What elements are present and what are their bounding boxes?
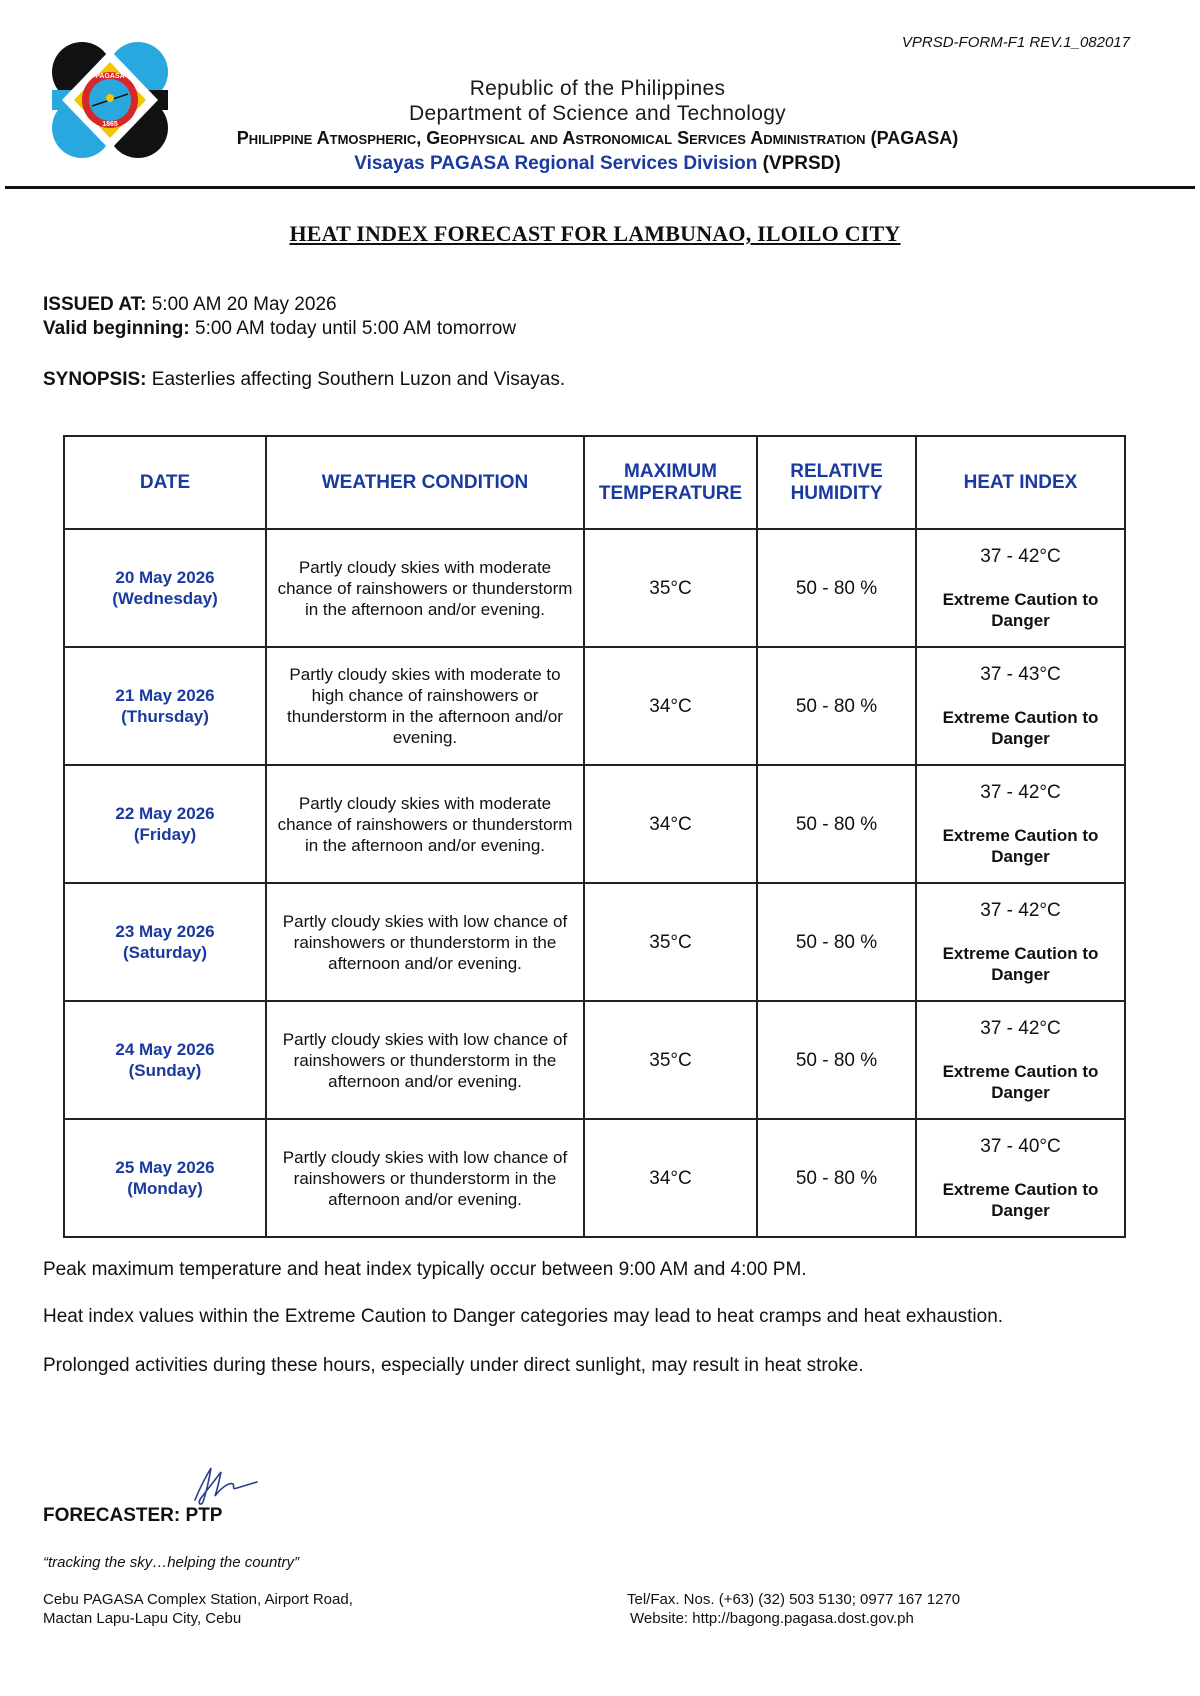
table-row	[64, 883, 1125, 1001]
table-row	[64, 647, 1125, 765]
header-division	[160, 151, 1035, 176]
valid-label: Valid beginning:	[43, 318, 190, 339]
table-row	[64, 1001, 1125, 1119]
condition-cell: Partly cloudy skies with low chance of rainshowers or thunderstorm in the afternoon and/or evening.	[266, 1001, 584, 1119]
forecaster-signature	[185, 1460, 265, 1510]
header-heat-index: HEAT INDEX	[916, 436, 1125, 529]
note-peak-time: Peak maximum temperature and heat index typically occur between 9:00 AM and 4:00 PM.	[43, 1259, 807, 1280]
forecaster-label: FORECASTER:	[43, 1505, 181, 1526]
condition-cell: Partly cloudy skies with moderate chance of rainshowers or thunderstorm in the afternoon and/or evening.	[266, 765, 584, 883]
telephone: Tel/Fax. Nos. (+63) (32) 503 5130; 0977 167 1270	[627, 1591, 961, 1608]
heat-index-cell: 37 - 43°C Extreme Caution to Danger	[916, 647, 1125, 765]
date-cell: 23 May 2026 (Saturday)	[64, 883, 266, 1001]
valid-period	[43, 317, 516, 341]
table-header-row	[64, 436, 1125, 529]
footer-contact	[627, 1590, 960, 1628]
heat-index-cell: 37 - 42°C Extreme Caution to Danger	[916, 765, 1125, 883]
condition-cell: Partly cloudy skies with low chance of rainshowers or thunderstorm in the afternoon and/or evening.	[266, 883, 584, 1001]
valid-value: 5:00 AM today until 5:00 AM tomorrow	[195, 318, 517, 339]
note-heat-effects: Heat index values within the Extreme Caution to Danger categories may lead to heat cramps and heat exhaustion.	[43, 1306, 1004, 1327]
condition-cell: Partly cloudy skies with moderate to high chance of rainshowers or thunderstorm in the afternoon and/or evening.	[266, 647, 584, 765]
forecast-table	[63, 435, 1126, 1238]
address-line-2: Mactan Lapu-Lapu City, Cebu	[43, 1610, 242, 1627]
heat-index-cell: 37 - 40°C Extreme Caution to Danger	[916, 1119, 1125, 1237]
pagasa-logo	[50, 40, 170, 160]
synopsis-value: Easterlies affecting Southern Luzon and Visayas.	[151, 369, 566, 390]
form-code: VPRSD-FORM-F1 REV.1_082017	[901, 34, 1130, 51]
max-temp-cell: 35°C	[584, 1001, 757, 1119]
max-temp-cell: 34°C	[584, 765, 757, 883]
humidity-cell: 50 - 80 %	[757, 1119, 916, 1237]
letterhead	[160, 76, 1035, 176]
date-cell: 22 May 2026 (Friday)	[64, 765, 266, 883]
humidity-cell: 50 - 80 %	[757, 529, 916, 647]
table-row	[64, 765, 1125, 883]
header-agency: Philippine Atmospheric, Geophysical and Astronomical Services Administration (PAGASA)	[236, 128, 959, 148]
issued-label: ISSUED AT:	[43, 294, 147, 315]
synopsis-label: SYNOPSIS:	[43, 369, 147, 390]
document-title: HEAT INDEX FORECAST FOR LAMBUNAO, ILOILO CITY	[289, 221, 901, 246]
date-cell: 21 May 2026 (Thursday)	[64, 647, 266, 765]
humidity-cell: 50 - 80 %	[757, 765, 916, 883]
svg-text:1865: 1865	[102, 121, 118, 128]
date-cell: 20 May 2026 (Wednesday)	[64, 529, 266, 647]
humidity-cell: 50 - 80 %	[757, 647, 916, 765]
table-row	[64, 1119, 1125, 1237]
forecaster	[43, 1505, 222, 1527]
heat-index-cell: 37 - 42°C Extreme Caution to Danger	[916, 883, 1125, 1001]
issued-at	[43, 293, 337, 317]
header-division-abbr: (VPRSD)	[762, 153, 841, 174]
issued-value: 5:00 AM 20 May 2026	[151, 294, 337, 315]
condition-cell: Partly cloudy skies with moderate chance of rainshowers or thunderstorm in the afternoon and/or evening.	[266, 529, 584, 647]
max-temp-cell: 35°C	[584, 529, 757, 647]
website-link[interactable]: Website: http://bagong.pagasa.dost.gov.ph	[630, 1610, 914, 1627]
max-temp-cell: 34°C	[584, 1119, 757, 1237]
footer-address	[43, 1590, 353, 1628]
condition-cell: Partly cloudy skies with low chance of rainshowers or thunderstorm in the afternoon and/or evening.	[266, 1119, 584, 1237]
header-date: DATE	[64, 436, 266, 529]
note-heat-stroke: Prolonged activities during these hours, especially under direct sunlight, may result in heat stroke.	[43, 1355, 864, 1376]
forecaster-initials: PTP	[185, 1505, 223, 1526]
heat-index-cell: 37 - 42°C Extreme Caution to Danger	[916, 529, 1125, 647]
max-temp-cell: 34°C	[584, 647, 757, 765]
humidity-cell: 50 - 80 %	[757, 883, 916, 1001]
table-row	[64, 529, 1125, 647]
header-max-temperature: MAXIMUM TEMPERATURE	[584, 436, 757, 529]
header-weather-condition: WEATHER CONDITION	[266, 436, 584, 529]
tagline: “tracking the sky…helping the country”	[43, 1554, 299, 1571]
max-temp-cell: 35°C	[584, 883, 757, 1001]
synopsis	[43, 368, 565, 392]
header-relative-humidity: RELATIVE HUMIDITY	[757, 436, 916, 529]
heat-index-cell: 37 - 42°C Extreme Caution to Danger	[916, 1001, 1125, 1119]
header-republic: Republic of the Philippines	[469, 77, 726, 100]
header-department: Department of Science and Technology	[409, 102, 786, 125]
date-cell: 24 May 2026 (Sunday)	[64, 1001, 266, 1119]
date-cell: 25 May 2026 (Monday)	[64, 1119, 266, 1237]
humidity-cell: 50 - 80 %	[757, 1001, 916, 1119]
header-division-name: Visayas PAGASA Regional Services Division	[354, 153, 758, 174]
header-divider	[5, 186, 1195, 189]
address-line-1: Cebu PAGASA Complex Station, Airport Road,	[43, 1591, 353, 1608]
svg-text:PAGASA: PAGASA	[95, 73, 125, 80]
